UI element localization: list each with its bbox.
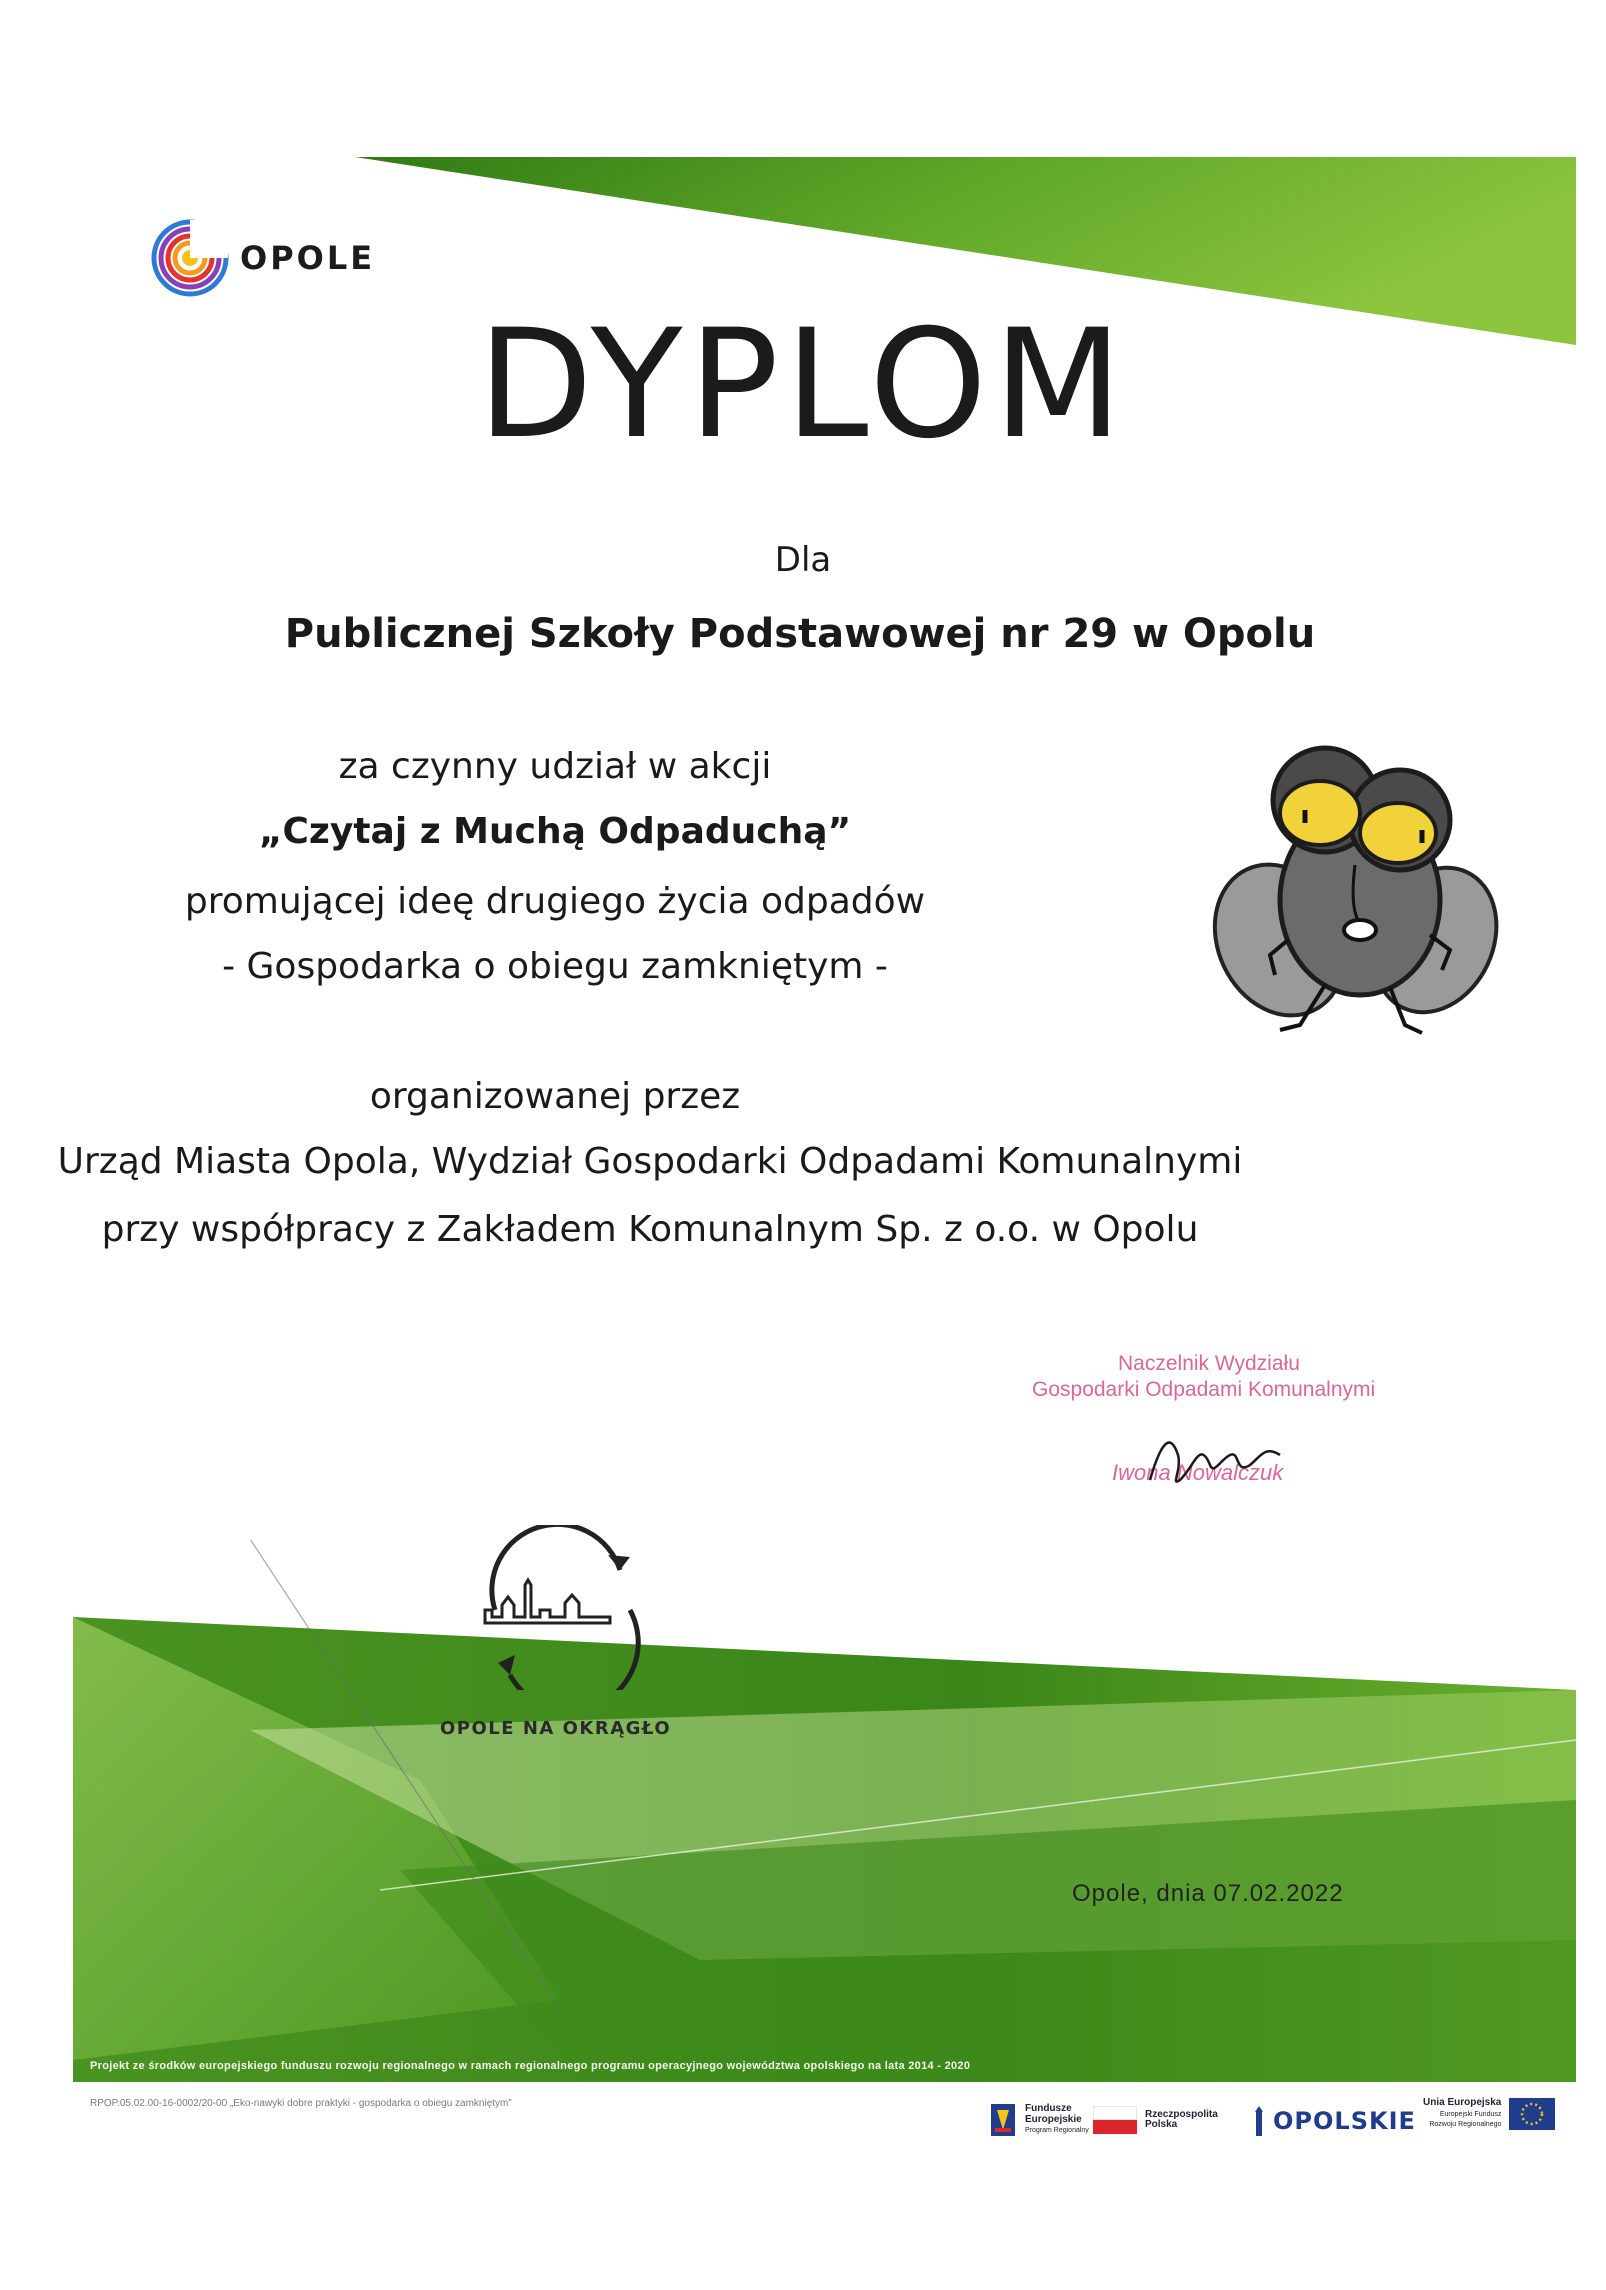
opole-rings-icon: [150, 218, 230, 298]
line-organizer: Urząd Miasta Opola, Wydział Gospodarki Odpadami Komunalnymi: [57, 1141, 1243, 1182]
fe-line-3: Program Regionalny: [1025, 2127, 1089, 2135]
handwritten-signature: [1140, 1425, 1290, 1495]
fe-line-2: Europejskie: [1025, 2113, 1082, 2125]
opole-logo: [150, 218, 375, 298]
rp-line-1: Rzeczpospolita: [1145, 2108, 1218, 2120]
opolskie-tower-icon: [1253, 2106, 1265, 2136]
fe-icon: [989, 2102, 1017, 2138]
unia-europejska-logo: [1423, 2098, 1555, 2130]
ue-line-1: Unia Europejska: [1423, 2097, 1502, 2109]
project-id-note: RPOP.05.02.00-16-0002/20-00 „Eko-nawyki dobre praktyki - gospodarka o obiegu zamkniętym”: [90, 2098, 512, 2109]
line-organized-by: organizowanej przez: [369, 1076, 741, 1117]
line-campaign-name: „Czytaj z Muchą Odpaduchą”: [258, 811, 852, 852]
fe-line-1: Fundusze: [1025, 2103, 1072, 2115]
rzeczpospolita-logo: [1093, 2106, 1218, 2134]
rp-line-2: Polska: [1145, 2119, 1178, 2130]
stamp-line-2: Gospodarki Odpadami Komunalnymi: [1032, 1378, 1376, 1401]
dla-line: Dla: [774, 540, 832, 580]
fly-mascot-illustration: [1210, 725, 1510, 1055]
stamp-name: Iwona Nowalczuk: [1112, 1460, 1284, 1485]
footer-logos-bar: [73, 2082, 1578, 2162]
line-participation: za czynny udział w akcji: [338, 746, 772, 787]
fundusze-europejskie-logo: [989, 2102, 1089, 2138]
line-cooperation: przy współpracy z Zakładem Komunalnym Sp. z o.o. w Opolu: [101, 1209, 1199, 1250]
opolskie-text: OPOLSKIE: [1273, 2107, 1416, 2135]
project-funding-note: Projekt ze środków europejskiego funduszu rozwoju regionalnego w ramach regionalnego programu operacyjnego województwa opolskiego na lata 2014 - 2020: [90, 2060, 971, 2072]
line-promoting: promującej ideę drugiego życia odpadów: [184, 881, 926, 922]
ue-line-3: Rozwoju Regionalnego: [1429, 2121, 1502, 2129]
polish-flag-icon: [1093, 2106, 1137, 2134]
opole-logo-text: OPOLE: [240, 239, 376, 277]
diploma-title: DYPLOM: [477, 298, 1129, 472]
opole-na-okraglo-label: OPOLE NA OKRĄGŁO: [440, 1718, 672, 1739]
issue-date: Opole, dnia 07.02.2022: [1072, 1880, 1344, 1907]
line-circular-economy: - Gospodarka o obiegu zamkniętym -: [222, 946, 888, 987]
opolskie-logo: [1253, 2106, 1416, 2136]
stamp-line-1: Naczelnik Wydziału: [1118, 1352, 1300, 1375]
ue-line-2: Europejski Fundusz: [1439, 2110, 1502, 2118]
school-name: Publicznej Szkoły Podstawowej nr 29 w Opolu: [284, 611, 1316, 657]
eu-flag-icon: [1509, 2098, 1555, 2130]
opole-na-okraglo-icon: [470, 1525, 650, 1690]
bottom-green-band: [0, 1540, 1606, 2100]
